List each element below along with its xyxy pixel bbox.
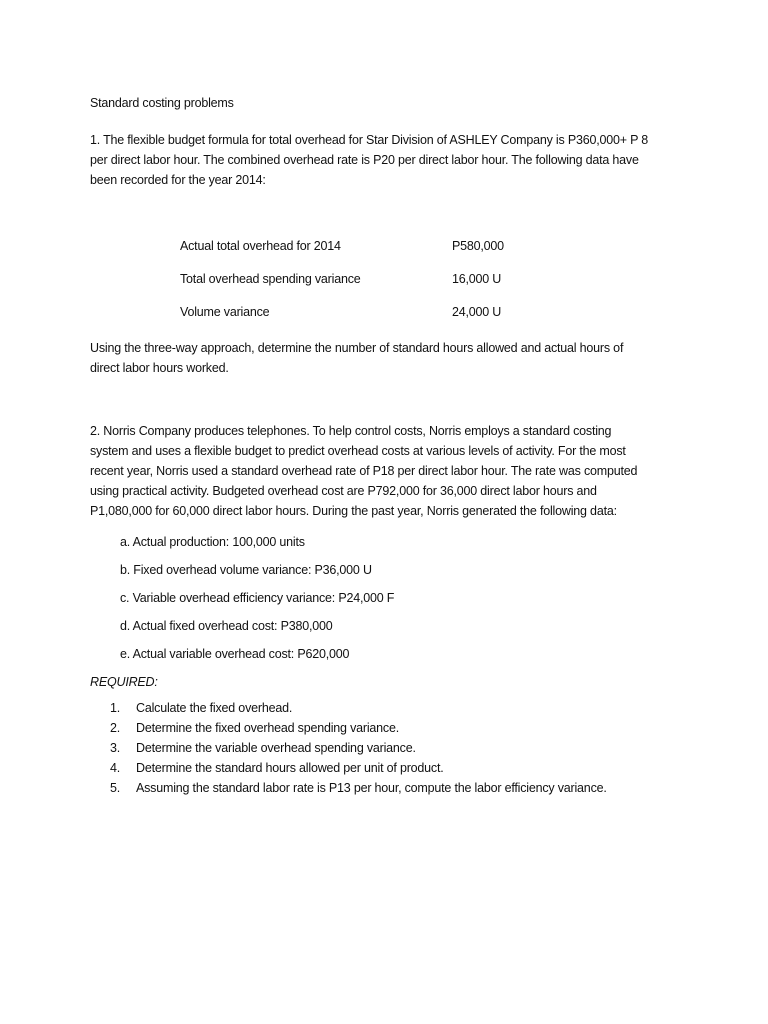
required-item-text: Calculate the fixed overhead. xyxy=(136,701,293,715)
required-item-number: 5. xyxy=(110,781,121,795)
required-item xyxy=(90,781,680,801)
problem-2-data-list xyxy=(120,535,680,675)
document-title: Standard costing problems xyxy=(90,96,234,110)
required-item xyxy=(90,761,680,781)
problem-2-line: system and uses a flexible budget to predict overhead costs at various levels of activity. For the most xyxy=(90,444,626,458)
problem-2-line: 2. Norris Company produces telephones. To help control costs, Norris employs a standard costing xyxy=(90,424,612,438)
required-item-text: Determine the fixed overhead spending variance. xyxy=(136,721,399,735)
data-list-item: c. Variable overhead efficiency variance: P24,000 F xyxy=(120,591,395,605)
data-row-actual-overhead xyxy=(180,239,600,272)
problem-1-line: 1. The flexible budget formula for total overhead for Star Division of ASHLEY Company is P360,000+ P 8 xyxy=(90,133,649,147)
required-item xyxy=(90,721,680,741)
data-value: 16,000 U xyxy=(452,272,502,286)
required-item-number: 3. xyxy=(110,741,121,755)
required-item xyxy=(90,741,680,761)
data-list-item: b. Fixed overhead volume variance: P36,000 U xyxy=(120,563,372,577)
problem-2 xyxy=(90,421,680,801)
data-list-item: d. Actual fixed overhead cost: P380,000 xyxy=(120,619,333,633)
problem-1-question-line: Using the three-way approach, determine the number of standard hours allowed and actual hours of xyxy=(90,341,624,355)
problem-1-question xyxy=(90,338,680,378)
required-item-number: 4. xyxy=(110,761,121,775)
problem-2-line: P1,080,000 for 60,000 direct labor hours. During the past year, Norris generated the following data: xyxy=(90,504,617,518)
problem-2-line: recent year, Norris used a standard overhead rate of P18 per direct labor hour. The rate was computed xyxy=(90,464,638,478)
data-list-item: a. Actual production: 100,000 units xyxy=(120,535,305,549)
problem-1-line: been recorded for the year 2014: xyxy=(90,173,266,187)
required-item xyxy=(90,701,680,721)
document-page xyxy=(90,93,680,801)
data-label: Volume variance xyxy=(180,305,270,319)
required-item-number: 2. xyxy=(110,721,121,735)
required-heading: REQUIRED: xyxy=(90,675,158,689)
problem-1-data-table xyxy=(180,239,600,338)
required-item-number: 1. xyxy=(110,701,121,715)
data-label: Total overhead spending variance xyxy=(180,272,361,286)
required-item-text: Determine the variable overhead spending variance. xyxy=(136,741,416,755)
data-row-volume-variance xyxy=(180,305,600,338)
problem-2-line: using practical activity. Budgeted overhead cost are P792,000 for 36,000 direct labor hours and xyxy=(90,484,597,498)
data-row-spending-variance xyxy=(180,272,600,305)
data-label: Actual total overhead for 2014 xyxy=(180,239,341,253)
required-item-text: Determine the standard hours allowed per unit of product. xyxy=(136,761,444,775)
data-value: P580,000 xyxy=(452,239,504,253)
problem-1-line: per direct labor hour. The combined overhead rate is P20 per direct labor hour. The following data have xyxy=(90,153,639,167)
data-list-item: e. Actual variable overhead cost: P620,000 xyxy=(120,647,350,661)
required-list xyxy=(90,701,680,801)
problem-1-question-line: direct labor hours worked. xyxy=(90,361,229,375)
required-item-text: Assuming the standard labor rate is P13 per hour, compute the labor efficiency variance. xyxy=(136,781,607,795)
data-value: 24,000 U xyxy=(452,305,502,319)
problem-1 xyxy=(90,130,680,378)
